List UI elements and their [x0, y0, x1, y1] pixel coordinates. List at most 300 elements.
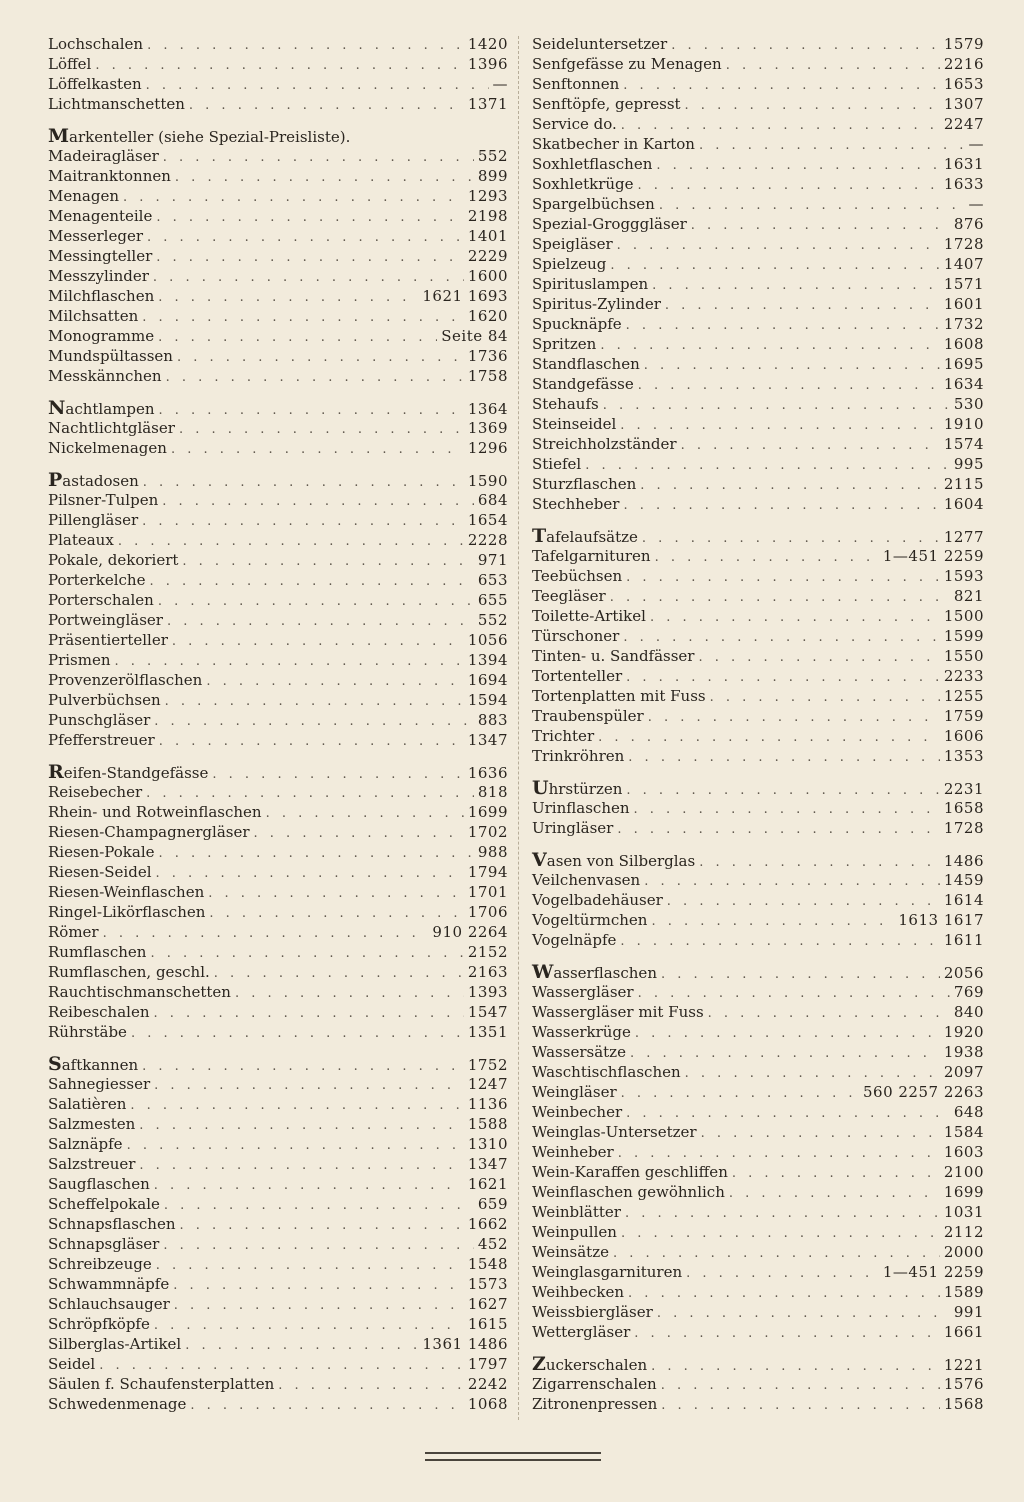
entry-label: Riesen-Pokale: [48, 843, 155, 861]
index-entry: [48, 246, 508, 266]
entry-label: Skatbecher in Karton: [532, 135, 695, 153]
entry-label: Spucknäpfe: [532, 315, 622, 333]
index-entry: [532, 526, 984, 546]
entry-label: Spargelbüchsen: [532, 195, 655, 213]
index-entry: [532, 778, 984, 798]
entry-label: Seideluntersetzer: [532, 35, 668, 53]
entry-label: Zitronenpressen: [532, 1395, 658, 1413]
index-entry: [48, 1174, 508, 1194]
index-section: [48, 762, 508, 1042]
entry-label: Salzmesten: [48, 1115, 136, 1133]
index-entry: [48, 530, 508, 550]
entry-numbers: 560 2257 2263: [862, 1083, 984, 1101]
entry-label: Messkännchen: [48, 367, 162, 385]
index-entry: [48, 326, 508, 346]
index-entry: [532, 982, 984, 1002]
entry-label: Trichter: [532, 727, 595, 745]
entry-numbers: 1347: [467, 1155, 508, 1173]
index-entry: [532, 294, 984, 314]
entry-numbers: Seite 84: [441, 327, 508, 345]
index-entry: [48, 490, 508, 510]
index-section: [532, 778, 984, 838]
dot-leader: [617, 236, 940, 256]
entry-label: Wassergläser: [532, 983, 634, 1001]
entry-numbers: 1—451 2259: [882, 1263, 984, 1281]
dot-leader: [175, 168, 474, 188]
entry-numbers: 530: [953, 395, 984, 413]
index-entry: [532, 1242, 984, 1262]
entry-label: Zuckerschalen: [532, 1353, 648, 1375]
index-entry: [532, 34, 984, 54]
entry-numbers: 1307: [943, 95, 984, 113]
entry-label: Pokale, dekoriert: [48, 551, 179, 569]
dot-leader: [665, 296, 940, 316]
dot-leader: [118, 532, 464, 552]
entry-label: Weinheber: [532, 1143, 614, 1161]
entry-numbers: 1752: [467, 1056, 508, 1074]
index-entry: [532, 214, 984, 234]
dot-leader: [254, 824, 464, 844]
entry-numbers: 1396: [467, 55, 508, 73]
index-entry: [532, 1322, 984, 1342]
index-entry: [532, 114, 984, 134]
dot-leader: [153, 1004, 463, 1024]
entry-label: Weinbecher: [532, 1103, 623, 1121]
dot-leader: [159, 401, 464, 421]
entry-numbers: 1658: [943, 799, 984, 817]
dot-leader: [139, 1116, 464, 1136]
entry-numbers: 1706: [467, 903, 508, 921]
entry-numbers: 1661: [943, 1323, 984, 1341]
dot-leader: [691, 216, 950, 236]
dot-leader: [158, 592, 474, 612]
dot-leader: [235, 984, 464, 1004]
index-section: [48, 1054, 508, 1414]
entry-numbers: 2198: [467, 207, 508, 225]
entry-numbers: 1590: [467, 472, 508, 490]
entry-label: Tafelaufsätze: [532, 525, 638, 547]
entry-numbers: 2242: [467, 1375, 508, 1393]
entry-numbers: 552: [477, 611, 508, 629]
entry-label: Wasserkrüge: [532, 1023, 631, 1041]
entry-label: Rauchtischmanschetten: [48, 983, 231, 1001]
dot-leader: [156, 864, 464, 884]
entry-numbers: 2097: [943, 1063, 984, 1081]
entry-label: Traubenspüler: [532, 707, 644, 725]
entry-label: Uhrstürzen: [532, 777, 623, 799]
index-entry: [532, 546, 984, 566]
dot-leader: [651, 912, 894, 932]
entry-numbers: 1938: [943, 1043, 984, 1061]
index-entry: [532, 494, 984, 514]
entry-numbers: 910 2264: [432, 923, 508, 941]
entry-label: Standflaschen: [532, 355, 640, 373]
index-entry: [48, 902, 508, 922]
entry-label: Weinflaschen gewöhnlich: [532, 1183, 725, 1201]
dot-leader: [278, 1376, 464, 1396]
entry-numbers: 1351: [467, 1023, 508, 1041]
index-entry: [532, 394, 984, 414]
entry-numbers: —: [492, 75, 508, 93]
index-entry: [532, 154, 984, 174]
dot-leader: [131, 1024, 464, 1044]
entry-numbers: 1614: [943, 891, 984, 909]
dot-leader: [171, 440, 464, 460]
dot-leader: [266, 804, 464, 824]
dot-leader: [179, 420, 464, 440]
entry-numbers: 653: [477, 571, 508, 589]
dot-leader: [701, 1124, 940, 1144]
dot-leader: [621, 1084, 859, 1104]
dot-leader: [708, 1004, 950, 1024]
index-entry: [48, 1274, 508, 1294]
dot-leader: [158, 328, 437, 348]
entry-numbers: 1393: [467, 983, 508, 1001]
entry-numbers: 991: [953, 1303, 984, 1321]
index-entry: [532, 1142, 984, 1162]
index-entry: [532, 1354, 984, 1374]
index-entry: [48, 882, 508, 902]
entry-numbers: 1611: [943, 931, 984, 949]
entry-label: Nachtlichtgläser: [48, 419, 175, 437]
entry-numbers: 1797: [467, 1355, 508, 1373]
entry-label: Schwedenmenage: [48, 1395, 187, 1413]
dot-leader: [620, 416, 940, 436]
index-entry: [48, 710, 508, 730]
dot-leader: [621, 1224, 940, 1244]
dot-leader: [726, 56, 940, 76]
entry-numbers: 1728: [943, 235, 984, 253]
entry-numbers: 2056: [943, 964, 984, 982]
entry-numbers: 1550: [943, 647, 984, 665]
dot-leader: [650, 608, 940, 628]
entry-numbers: 1699: [943, 1183, 984, 1201]
entry-label: Rührstäbe: [48, 1023, 127, 1041]
entry-numbers: 1634: [943, 375, 984, 393]
entry-numbers: 1056: [467, 631, 508, 649]
dot-leader: [182, 552, 473, 572]
entry-label: Rumflaschen: [48, 943, 147, 961]
entry-numbers: 1758: [467, 367, 508, 385]
index-entry: [48, 470, 508, 490]
index-section: [532, 850, 984, 950]
entry-numbers: 1736: [467, 347, 508, 365]
index-entry: [532, 134, 984, 154]
entry-numbers: 1601: [943, 295, 984, 313]
entry-numbers: 1031: [943, 1203, 984, 1221]
dot-leader: [651, 1357, 940, 1377]
entry-label: Schnapsgläser: [48, 1235, 160, 1253]
index-entry: [532, 666, 984, 686]
entry-label: Schröpfköpfe: [48, 1315, 150, 1333]
entry-numbers: 1500: [943, 607, 984, 625]
dot-leader: [180, 1216, 464, 1236]
dot-leader: [626, 316, 940, 336]
entry-label: Nachtlampen: [48, 397, 155, 419]
index-entry: [48, 286, 508, 306]
entry-label: Tinten- u. Sandfässer: [532, 647, 695, 665]
entry-label: Spirituslampen: [532, 275, 649, 293]
entry-label: Pfefferstreuer: [48, 731, 155, 749]
entry-label: Wasserflaschen: [532, 961, 657, 983]
dot-leader: [623, 496, 939, 516]
entry-numbers: 1407: [943, 255, 984, 273]
dot-leader: [630, 1044, 940, 1064]
index-entry: [48, 1254, 508, 1274]
index-entry: [48, 1054, 508, 1074]
dot-leader: [154, 712, 474, 732]
entry-label: Vogelbadehäuser: [532, 891, 663, 909]
dot-leader: [655, 548, 879, 568]
index-entry: [532, 1182, 984, 1202]
entry-label: Milchsatten: [48, 307, 139, 325]
entry-label: Prismen: [48, 651, 111, 669]
index-entry: [48, 1314, 508, 1334]
entry-numbers: 1599: [943, 627, 984, 645]
entry-label: Weinglasgarnituren: [532, 1263, 683, 1281]
dot-leader: [142, 1057, 464, 1077]
dot-leader: [147, 36, 464, 56]
entry-label: Spezial-Grogggläser: [532, 215, 687, 233]
dot-leader: [162, 492, 474, 512]
dot-leader: [212, 765, 463, 785]
index-entry: [532, 1102, 984, 1122]
entry-numbers: 1759: [943, 707, 984, 725]
entry-label: Service do.: [532, 115, 617, 133]
right-index-column: [532, 34, 984, 1426]
entry-label: Weissbiergläser: [532, 1303, 653, 1321]
entry-numbers: 1920: [943, 1023, 984, 1041]
index-entry: [48, 510, 508, 530]
entry-numbers: 1631: [943, 155, 984, 173]
entry-label: Wassersätze: [532, 1043, 626, 1061]
entry-label: Provenzerölflaschen: [48, 671, 203, 689]
entry-label: Vogeltürmchen: [532, 911, 648, 929]
index-entry: [532, 1374, 984, 1394]
index-entry: [48, 226, 508, 246]
entry-numbers: 1401: [467, 227, 508, 245]
entry-numbers: 1347: [467, 731, 508, 749]
dot-leader: [123, 188, 464, 208]
index-section: [532, 526, 984, 766]
entry-label: Teebüchsen: [532, 567, 623, 585]
index-entry: [48, 146, 508, 166]
entry-numbers: 1—451 2259: [882, 547, 984, 565]
entry-numbers: 899: [477, 167, 508, 185]
index-entry: [532, 374, 984, 394]
dot-leader: [209, 904, 463, 924]
index-entry: [532, 94, 984, 114]
entry-label: Stechheber: [532, 495, 620, 513]
index-entry: [48, 782, 508, 802]
entry-numbers: 1594: [467, 691, 508, 709]
entry-label: Lichtmanschetten: [48, 95, 185, 113]
dot-leader: [625, 1204, 940, 1224]
entry-label: Soxhletflaschen: [532, 155, 653, 173]
index-entry: [48, 762, 508, 782]
index-entry: [48, 54, 508, 74]
dot-leader: [206, 672, 463, 692]
dot-leader: [667, 892, 940, 912]
entry-numbers: 1369: [467, 419, 508, 437]
index-entry: [532, 930, 984, 950]
entry-label: Präsentierteller: [48, 631, 168, 649]
index-section: [48, 470, 508, 750]
dot-leader: [174, 1296, 464, 1316]
entry-numbers: 1613 1617: [898, 911, 984, 929]
entry-numbers: 2163: [467, 963, 508, 981]
entry-numbers: 1633: [943, 175, 984, 193]
entry-numbers: 552: [477, 147, 508, 165]
dot-leader: [177, 348, 464, 368]
index-entry: [48, 1234, 508, 1254]
index-entry: [532, 174, 984, 194]
dot-leader: [644, 356, 940, 376]
dot-leader: [214, 964, 464, 984]
index-entry: [48, 802, 508, 822]
entry-label: Teegläser: [532, 587, 606, 605]
index-entry: [48, 34, 508, 54]
dot-leader: [661, 1376, 940, 1396]
index-entry: [532, 1302, 984, 1322]
dot-leader: [163, 1236, 474, 1256]
entry-label: Porterschalen: [48, 591, 154, 609]
entry-numbers: 1608: [943, 335, 984, 353]
entry-label: Streichholzständer: [532, 435, 677, 453]
entry-label: Salznäpfe: [48, 1135, 123, 1153]
entry-label: Nickelmenagen: [48, 439, 167, 457]
index-entry: [48, 630, 508, 650]
entry-label: Riesen-Champagnergläser: [48, 823, 250, 841]
entry-label: Salzstreuer: [48, 1155, 136, 1173]
entry-numbers: 876: [953, 215, 984, 233]
index-entry: [532, 54, 984, 74]
entry-numbers: 1571: [943, 275, 984, 293]
dot-leader: [621, 116, 940, 136]
index-entry: [532, 1222, 984, 1242]
dot-leader: [626, 668, 940, 688]
entry-numbers: 971: [477, 551, 508, 569]
dot-leader: [146, 784, 474, 804]
index-entry: [48, 1374, 508, 1394]
entry-numbers: 2115: [943, 475, 984, 493]
index-entry: [48, 74, 508, 94]
entry-numbers: 2000: [943, 1243, 984, 1261]
entry-numbers: 769: [953, 983, 984, 1001]
entry-label: Plateaux: [48, 531, 114, 549]
dot-leader: [142, 308, 464, 328]
entry-numbers: 1589: [943, 1283, 984, 1301]
entry-numbers: 1486: [943, 852, 984, 870]
entry-numbers: 2152: [467, 943, 508, 961]
index-entry: [48, 730, 508, 750]
entry-numbers: 1361 1486: [422, 1335, 508, 1353]
index-entry: [532, 726, 984, 746]
dot-leader: [640, 476, 940, 496]
index-entry: [532, 706, 984, 726]
entry-numbers: 1627: [467, 1295, 508, 1313]
dot-leader: [732, 1164, 940, 1184]
dot-leader: [190, 1396, 463, 1416]
dot-leader: [610, 256, 939, 276]
index-entry: [48, 570, 508, 590]
entry-label: Maitranktonnen: [48, 167, 171, 185]
dot-leader: [628, 748, 940, 768]
entry-label: Stehaufs: [532, 395, 599, 413]
entry-numbers: 1694: [467, 671, 508, 689]
entry-label: Weinglas-Untersetzer: [532, 1123, 697, 1141]
dot-leader: [585, 456, 950, 476]
dot-leader: [598, 728, 940, 748]
index-entry: [48, 94, 508, 114]
dot-leader: [686, 1264, 879, 1284]
entry-label: Senftonnen: [532, 75, 620, 93]
entry-numbers: 1576: [943, 1375, 984, 1393]
entry-numbers: 1732: [943, 315, 984, 333]
index-entry: [532, 334, 984, 354]
dot-leader: [626, 568, 940, 588]
index-entry: [532, 74, 984, 94]
entry-numbers: 1568: [943, 1395, 984, 1413]
entry-label: Punschgläser: [48, 711, 151, 729]
dot-leader: [603, 396, 950, 416]
entry-label: Toilette-Artikel: [532, 607, 646, 625]
dot-leader: [635, 1024, 940, 1044]
dot-leader: [103, 924, 429, 944]
entry-label: Stiefel: [532, 455, 582, 473]
entry-numbers: 1420: [467, 35, 508, 53]
entry-numbers: 655: [477, 591, 508, 609]
dot-leader: [156, 208, 463, 228]
dot-leader: [623, 628, 939, 648]
entry-label: Trinkröhren: [532, 747, 625, 765]
index-entry: [48, 822, 508, 842]
entry-numbers: 1277: [943, 528, 984, 546]
index-entry: [532, 686, 984, 706]
index-entry: [48, 1074, 508, 1094]
index-entry: [48, 842, 508, 862]
index-entry: [48, 690, 508, 710]
entry-label: Spiritus-Zylinder: [532, 295, 661, 313]
entry-label: Seidel: [48, 1355, 96, 1373]
entry-label: Reifen-Standgefässe: [48, 761, 209, 783]
entry-numbers: —: [968, 135, 984, 153]
entry-label: Reisebecher: [48, 783, 143, 801]
entry-numbers: 1593: [943, 567, 984, 585]
dot-leader: [156, 248, 464, 268]
entry-label: Weinpullen: [532, 1223, 617, 1241]
dot-leader: [173, 1276, 464, 1296]
entry-numbers: 2228: [467, 531, 508, 549]
entry-label: Pillengläser: [48, 511, 139, 529]
index-entry: [48, 1114, 508, 1134]
dot-leader: [729, 1184, 940, 1204]
dot-leader: [617, 820, 939, 840]
entry-numbers: 1699: [467, 803, 508, 821]
dot-leader: [656, 156, 939, 176]
entry-numbers: 2216: [943, 55, 984, 73]
dot-leader: [634, 800, 940, 820]
index-entry: [48, 962, 508, 982]
dot-leader: [699, 853, 940, 873]
dot-leader: [159, 844, 474, 864]
dot-leader: [657, 1304, 950, 1324]
index-entry: [48, 418, 508, 438]
entry-label: Tafelgarnituren: [532, 547, 651, 565]
dot-leader: [626, 1104, 950, 1124]
index-entry: [532, 1082, 984, 1102]
entry-numbers: 1588: [467, 1115, 508, 1133]
